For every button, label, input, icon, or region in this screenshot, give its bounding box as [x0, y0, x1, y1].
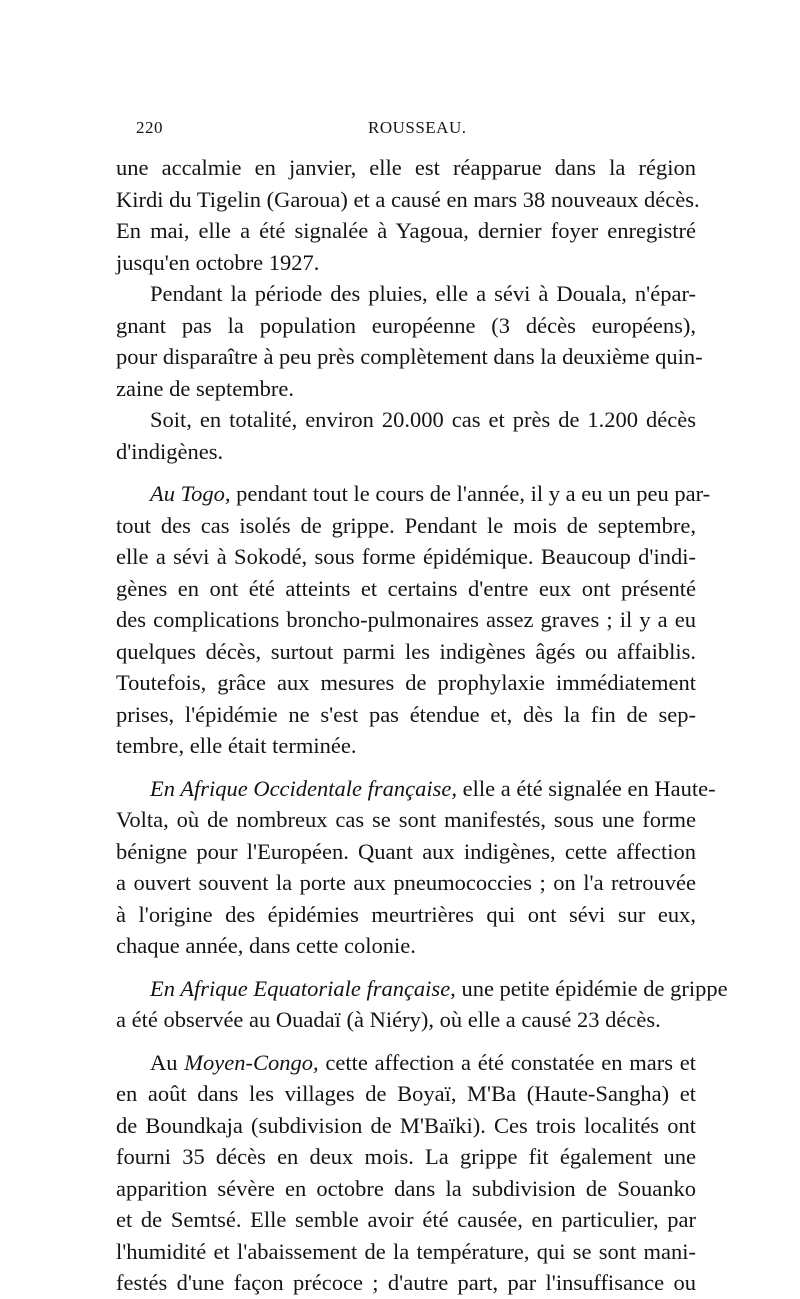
paragraph-gap — [116, 962, 696, 973]
text-line: festés d'une façon précoce ; d'autre part, par l'insuffisance ou — [116, 1270, 696, 1295]
page-number: 220 — [136, 118, 163, 137]
text-line: en août dans les villages de Boyaï, M'Ba (Haute-Sangha) et — [116, 1081, 696, 1106]
text-fragment: cette affection a été constatée en mars et — [318, 1049, 696, 1075]
paragraph-moyen-congo — [116, 1047, 696, 1299]
text-line: tout des cas isolés de grippe. Pendant le mois de septembre, — [116, 512, 696, 538]
paragraph-aef — [116, 973, 728, 1036]
section-lead-italic: En Afrique Occidentale française, — [150, 775, 458, 801]
text-line: une accalmie en janvier, elle est réapparue dans la région — [116, 155, 696, 180]
paragraph-gap — [116, 467, 696, 478]
text-line: quelques décès, surtout parmi les indigènes âgés ou affaiblis. — [116, 638, 696, 664]
paragraph-aof — [116, 773, 716, 962]
section-lead-italic: En Afrique Equatoriale française, — [150, 975, 456, 1001]
text-line: d'indigènes. — [116, 438, 224, 464]
text-line: Volta, où de nombreux cas se sont manifestés, sous une forme — [116, 807, 696, 832]
text-line: des complications broncho-pulmonaires assez graves ; il y a eu — [116, 607, 696, 632]
text-line: et de Semtsé. Elle semble avoir été causée, en particulier, par — [116, 1207, 696, 1232]
text-line: elle a sévi à Sokodé, sous forme épidémique. Beaucoup d'indi- — [116, 544, 696, 569]
text-line: Kirdi du Tigelin (Garoua) et a causé en mars 38 nouveaux décès. — [116, 186, 700, 212]
text-line: chaque année, dans cette colonie. — [116, 933, 416, 958]
text-fragment: pendant tout le cours de l'année, il y a eu un peu par- — [230, 481, 711, 506]
paragraph-togo — [116, 478, 711, 762]
text-line: de Boundkaja (subdivision de M'Baïki). Ces trois localités ont — [116, 1112, 696, 1138]
text-line: l'humidité et l'abaissement de la température, qui se sont mani- — [116, 1238, 696, 1264]
section-lead-italic: Moyen-Congo, — [184, 1049, 319, 1075]
text-fragment: Au — [150, 1049, 185, 1075]
text-line: Toutefois, grâce aux mesures de prophylaxie immédiatement — [116, 670, 696, 695]
paragraph-gap — [116, 1036, 696, 1047]
text-line — [116, 478, 711, 510]
text-line — [116, 973, 728, 1005]
text-line: à l'origine des épidémies meurtrières qui ont sévi sur eux, — [116, 901, 696, 927]
text-line: En mai, elle a été signalée à Yagoua, dernier foyer enregistré — [116, 218, 696, 243]
paragraph-douala — [116, 278, 703, 404]
text-line: Pendant la période des pluies, elle a sévi à Douala, n'épar- — [150, 281, 696, 306]
text-line: zaine de septembre. — [116, 375, 295, 401]
page-header — [128, 118, 688, 142]
text-line: a été observée au Ouadaï (à Niéry), où elle a causé 23 décès. — [116, 1007, 661, 1032]
text-line: gènes en ont été atteints et certains d'entre eux ont présenté — [116, 575, 696, 601]
text-line: Soit, en totalité, environ 20.000 cas et près de 1.200 décès — [150, 407, 696, 432]
text-line: pour disparaître à peu près complètement dans la deuxième quin- — [116, 344, 703, 369]
text-line: tembre, elle était terminée. — [116, 733, 357, 758]
paragraph-total — [116, 404, 696, 467]
text-line: gnant pas la population européenne (3 décès européens), — [116, 312, 696, 338]
text-line: jusqu'en octobre 1927. — [116, 249, 320, 275]
running-head: ROUSSEAU. — [368, 118, 467, 137]
paragraph-continuation — [116, 152, 700, 278]
text-line: bénigne pour l'Européen. Quant aux indigènes, cette affection — [116, 838, 696, 864]
text-line — [116, 773, 716, 805]
text-line — [116, 1047, 696, 1079]
text-line: prises, l'épidémie ne s'est pas étendue et, dès la fin de sep- — [116, 701, 696, 727]
text-fragment: une petite épidémie de grippe — [455, 975, 728, 1001]
body-text — [116, 152, 728, 1299]
section-lead-italic: Au Togo, — [150, 481, 231, 506]
text-line: fourni 35 décès en deux mois. La grippe fit également une — [116, 1144, 696, 1169]
paragraph-gap — [116, 762, 696, 773]
text-fragment: elle a été signalée en Haute- — [457, 775, 716, 801]
text-line: apparition sévère en octobre dans la subdivision de Souanko — [116, 1175, 696, 1201]
text-line: a ouvert souvent la porte aux pneumococcies ; on l'a retrouvée — [116, 870, 696, 895]
